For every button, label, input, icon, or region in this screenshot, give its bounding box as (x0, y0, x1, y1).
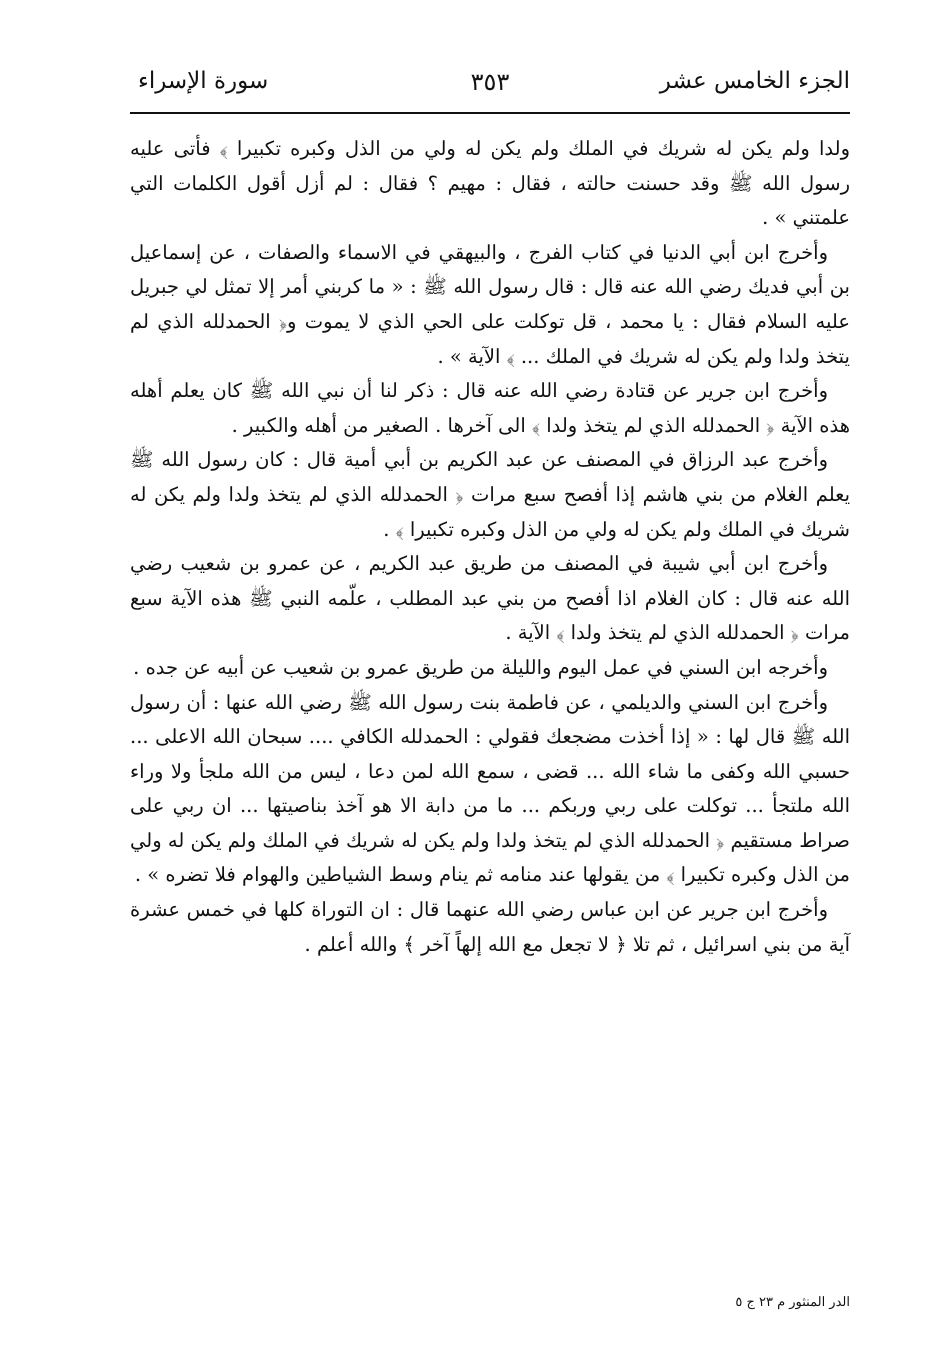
paragraph: ولدا ولم يكن له شريك في الملك ولم يكن له ولي من الذل وكبره تكبيرا ﴾ فأتى عليه رسول الله ﷺ وقد حسنت حالته ، فقال : مهيم ؟ فقال : لم أزل أقول الكلمات التي علمتني » . (130, 137, 850, 230)
part-title: الجزء الخامس عشر (659, 68, 850, 94)
page-footer-signature: الدر المنثور م ٢٣ ج ٥ (735, 1295, 850, 1310)
book-page (130, 60, 850, 1320)
paragraph: وأخرج ابن السني والديلمي ، عن فاطمة بنت رسول الله ﷺ رضي الله عنها : أن رسول الله ﷺ قال لها : « إذا أخذت مضجعك فقولي : الحمدلله الكافي .... سبحان الله الاعلى ... حسبي الله وكفى ما شاء الله ... قضى ، سمع الله لمن دعا ، ليس من الله ملجأ ولا وراء الله ملتجأ ... توكلت على ربي وربكم ... ما من دابة الا هو آخذ بناصيتها ... ان ربي على صراط مستقيم ﴿ الحمدلله الذي لم يتخذ ولدا ولم يكن له شريك في الملك ولم يكن له ولي من الذل وكبره تكبيرا ﴾ من يقولها عند منامه ثم ينام وسط الشياطين والهوام فلا تضره » . (130, 690, 850, 887)
paragraph: وأخرجه ابن السني في عمل اليوم والليلة من طريق عمرو بن شعيب عن أبيه عن جده . (133, 655, 828, 679)
paragraph: وأخرج ابن جرير عن ابن عباس رضي الله عنهما قال : ان التوراة كلها في خمس عشرة آية من بني اسرائيل ، ثم تلا ﴿ لا تجعل مع الله إلهاً آخر ﴾ والله أعلم . (130, 898, 850, 956)
page-body (130, 132, 850, 962)
paragraph: وأخرج ابن أبي الدنيا في كتاب الفرج ، والبيهقي في الاسماء والصفات ، عن إسماعيل بن أبي فديك رضي الله عنه قال : قال رسول الله ﷺ : « ما كربني أمر إلا تمثل لي جبريل عليه السلام فقال : يا محمد ، قل توكلت على الحي الذي لا يموت و﴿ الحمدلله الذي لم يتخذ ولدا ولم يكن له شريك في الملك ... ﴾ الآية » . (130, 240, 850, 368)
paragraph: وأخرج ابن أبي شيبة في المصنف من طريق عبد الكريم ، عن عمرو بن شعيب رضي الله عنه قال : كان الغلام اذا أفصح من بني عبد المطلب ، علّمه النبي ﷺ هذه الآية سبع مرات ﴿ الحمدلله الذي لم يتخذ ولدا ﴾ الآية . (130, 552, 850, 645)
page-number: ٣٥٣ (470, 68, 510, 96)
paragraph: وأخرج عبد الرزاق في المصنف عن عبد الكريم بن أبي أمية قال : كان رسول الله ﷺ يعلم الغلام من بني هاشم إذا أفصح سبع مرات ﴿ الحمدلله الذي لم يتخذ ولدا ولم يكن له شريك في الملك ولم يكن له ولي من الذل وكبره تكبيرا ﴾ . (130, 448, 850, 541)
surah-title: سورة الإسراء (138, 68, 269, 94)
paragraph: وأخرج ابن جرير عن قتادة رضي الله عنه قال : ذكر لنا أن نبي الله ﷺ كان يعلم أهله هذه الآية ﴿ الحمدلله الذي لم يتخذ ولدا ﴾ الى آخرها . الصغير من أهله والكبير . (130, 379, 850, 437)
page-header (130, 60, 850, 114)
